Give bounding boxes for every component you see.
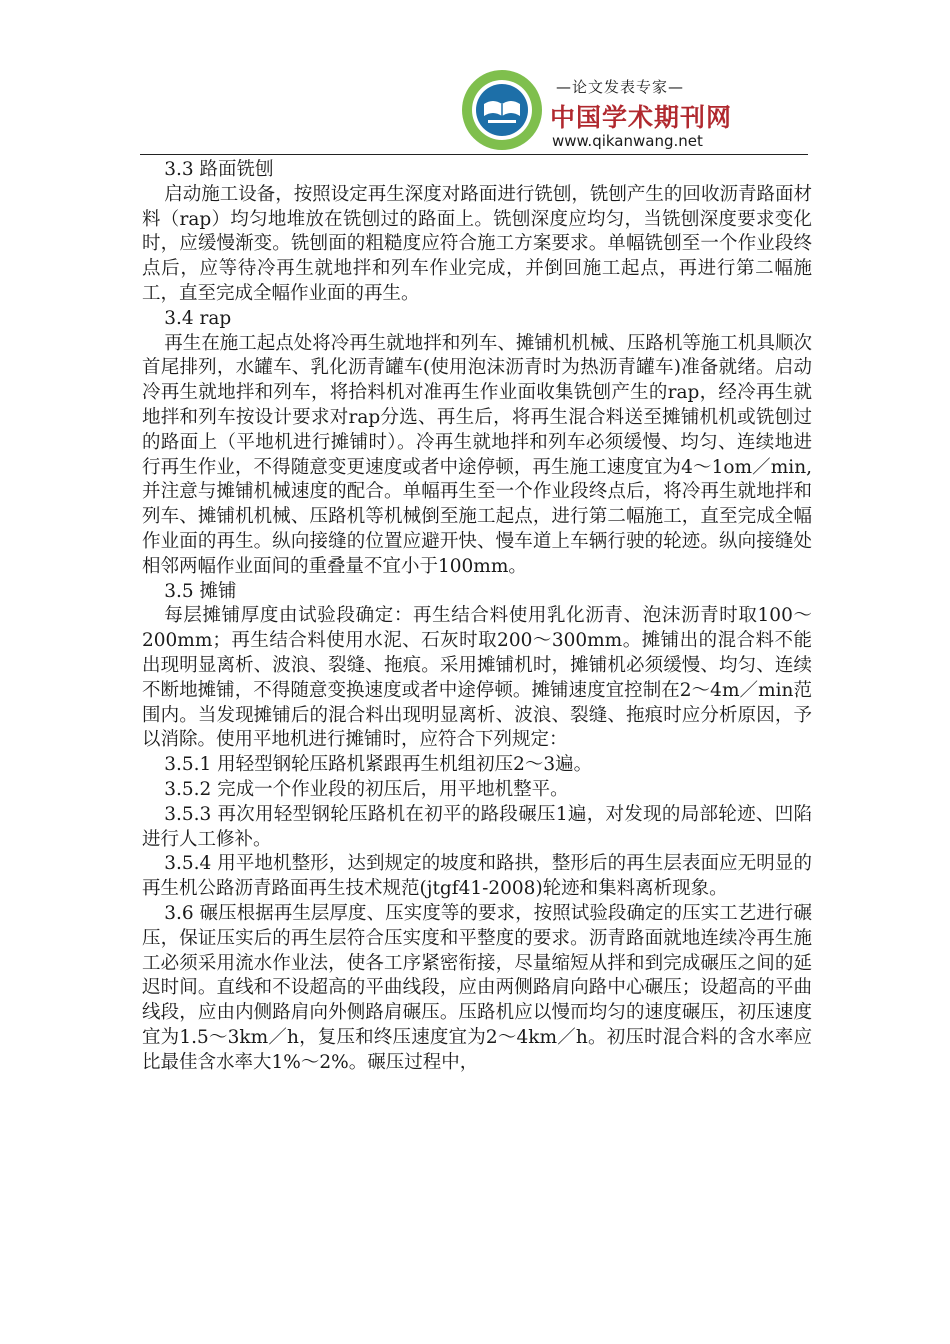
list-item: 3.5.1 用轻型钢轮压路机紧跟再生机组初压2～3遍。 (164, 754, 593, 776)
list-item: 3.5.2 完成一个作业段的初压后，用平地机整平。 (164, 778, 569, 800)
paragraph: 3.6 碾压根据再生层厚度、压实度等的要求，按照试验段确定的压实工艺进行碾压，保证压实后的再生层符合压实度和平整度的要求。沥青路面就地连续冷再生施工必须采用流水作业法，使各工序紧密衔接，尽量缩短从拌和到完成碾压之间的延迟时间。直线和不设超高的平曲线段，应由两侧路肩向路中心碾压；设超高的平曲线段，应由内侧路肩向外侧路肩碾压。压路机应以慢而均匀的速度碾压，初压速度宜为1.5～3km／h，复压和终压速度宜为2～4km／h。初压时混合料的含水率应比最佳含水率大1%～2%。碾压过程中， (142, 902, 812, 1073)
paragraph: 每层摊铺厚度由试验段确定：再生结合料使用乳化沥青、泡沫沥青时取100～200mm；再生结合料使用水泥、石灰时取200～300mm。摊铺出的混合料不能出现明显离析、波浪、裂缝、拖痕。采用摊铺机时，摊铺机必须缓慢、均匀、连续不断地摊铺，不得随意变换速度或者中途停顿。摊铺速度宜控制在2～4m／min范围内。当发现摊铺后的混合料出现明显离析、波浪、裂缝、拖痕时应分析原因，予以消除。使用平地机进行摊铺时，应符合下列规定： (142, 605, 812, 751)
list-item: 3.5.3 再次用轻型钢轮压路机在初平的路段碾压1遍，对发现的局部轮迹、凹陷进行人工修补。 (142, 803, 812, 850)
header-divider (140, 154, 808, 155)
list-item: 3.5.4 用平地机整形，达到规定的坡度和路拱，整形后的再生层表面应无明显的再生机公路沥青路面再生技术规范(jtgf41-2008)轮迹和集料离析现象。 (142, 853, 812, 900)
site-brand-name: 中国学术期刊网 (550, 103, 733, 132)
section-heading-3-3: 3.3 路面铣刨 (164, 159, 274, 180)
section-heading-3-5: 3.5 摊铺 (164, 580, 237, 602)
site-tagline: —论文发表专家— (556, 78, 685, 96)
section-heading-3-4: 3.4 rap (164, 307, 232, 329)
paragraph: 启动施工设备，按照设定再生深度对路面进行铣刨，铣刨产生的回收沥青路面材料（rap）均匀地堆放在铣刨过的路面上。铣刨深度应均匀，当铣刨深度要求变化时，应缓慢渐变。铣刨面的粗糙度应符合施工方案要求。单幅铣刨至一个作业段终点后，应等待冷再生就地拌和列车作业完成，并倒回施工起点，再进行第二幅施工，直至完成全幅作业面的再生。 (142, 183, 812, 304)
site-header (460, 68, 820, 154)
document-body (142, 158, 812, 1075)
site-url: www.qikanwang.net (552, 132, 703, 150)
paragraph: 再生在施工起点处将冷再生就地拌和列车、摊铺机机械、压路机等施工机具顺次首尾排列，水罐车、乳化沥青罐车(使用泡沫沥青时为热沥青罐车)准备就绪。启动冷再生就地拌和列车，将拾料机对准再生作业面收集铣刨产生的rap，经冷再生就地拌和列车按设计要求对rap分选、再生后，将再生混合料送至摊铺机机或铣刨过的路面上（平地机进行摊铺时）。冷再生就地拌和列车必须缓慢、均匀、连续地进行再生作业，不得随意变更速度或者中途停顿，再生施工速度宜为4～1om／min,并注意与摊铺机械速度的配合。单幅再生至一个作业段终点后，将冷再生就地拌和列车、摊铺机机械、压路机等机械倒至施工起点，进行第二幅施工，直至完成全幅作业面的再生。纵向接缝的位置应避开快、慢车道上车辆行驶的轮迹。纵向接缝处相邻两幅作业面间的重叠量不宜小于100mm。 (142, 332, 812, 577)
qikanwang-logo-icon (460, 68, 544, 152)
